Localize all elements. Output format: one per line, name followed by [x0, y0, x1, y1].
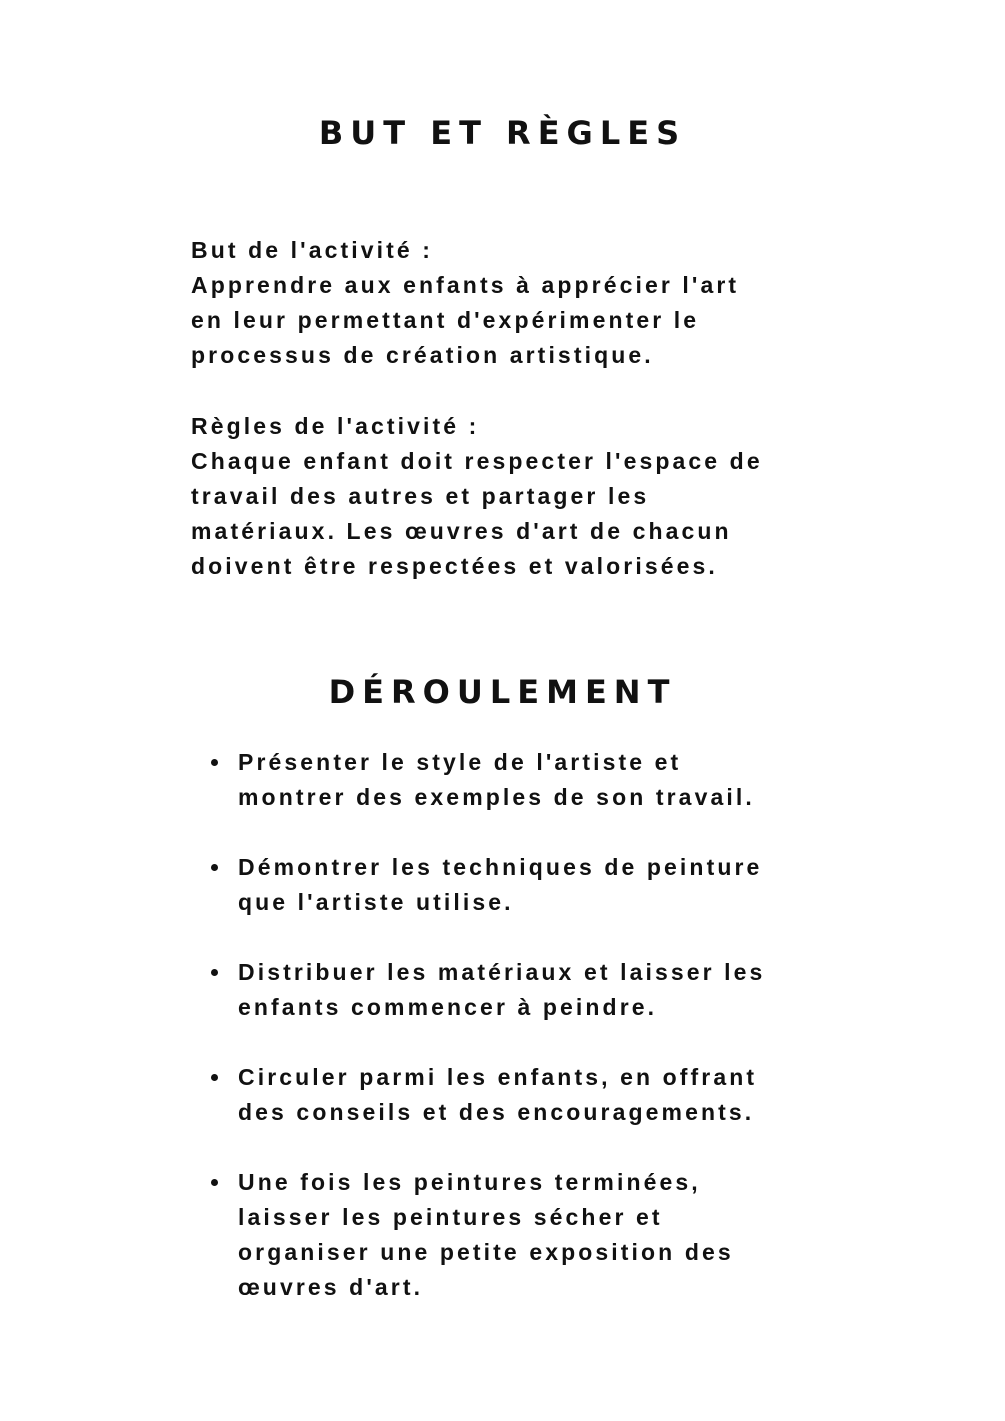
bullet-icon [211, 864, 218, 871]
steps-list [191, 745, 911, 1340]
goal-line: Apprendre aux enfants à apprécier l'art [191, 272, 740, 298]
rules-line: doivent être respectées et valorisées. [191, 553, 718, 579]
goal-line: processus de création artistique. [191, 342, 654, 368]
section-title-goal-rules: BUT ET RÈGLES [318, 114, 687, 152]
step-line: montrer des exemples de son travail. [238, 784, 755, 810]
list-item [191, 850, 911, 920]
rules-block [191, 409, 871, 584]
step-line: des conseils et des encouragements. [238, 1099, 755, 1125]
bullet-icon [211, 759, 218, 766]
step-line: Circuler parmi les enfants, en offrant [238, 1064, 758, 1090]
step-line: œuvres d'art. [238, 1274, 424, 1300]
list-item [191, 955, 911, 1025]
step-line: Une fois les peintures terminées, [238, 1169, 701, 1195]
step-line: organiser une petite exposition des [238, 1239, 734, 1265]
rules-line: travail des autres et partager les [191, 483, 650, 509]
list-item [191, 745, 911, 815]
bullet-icon [211, 969, 218, 976]
step-line: enfants commencer à peindre. [238, 994, 658, 1020]
step-line: laisser les peintures sécher et [238, 1204, 663, 1230]
rules-line: Chaque enfant doit respecter l'espace de [191, 448, 763, 474]
rules-line: matériaux. Les œuvres d'art de chacun [191, 518, 732, 544]
list-item [191, 1165, 911, 1305]
rules-label: Règles de l'activité : [191, 413, 480, 439]
step-line: que l'artiste utilise. [238, 889, 514, 915]
bullet-icon [211, 1074, 218, 1081]
step-line: Distribuer les matériaux et laisser les [238, 959, 766, 985]
bullet-icon [211, 1179, 218, 1186]
section-title-steps: DÉROULEMENT [328, 673, 677, 711]
step-line: Présenter le style de l'artiste et [238, 749, 682, 775]
goal-line: en leur permettant d'expérimenter le [191, 307, 700, 333]
goal-block [191, 233, 871, 373]
goal-label: But de l'activité : [191, 237, 434, 263]
step-line: Démontrer les techniques de peinture [238, 854, 763, 880]
list-item [191, 1060, 911, 1130]
